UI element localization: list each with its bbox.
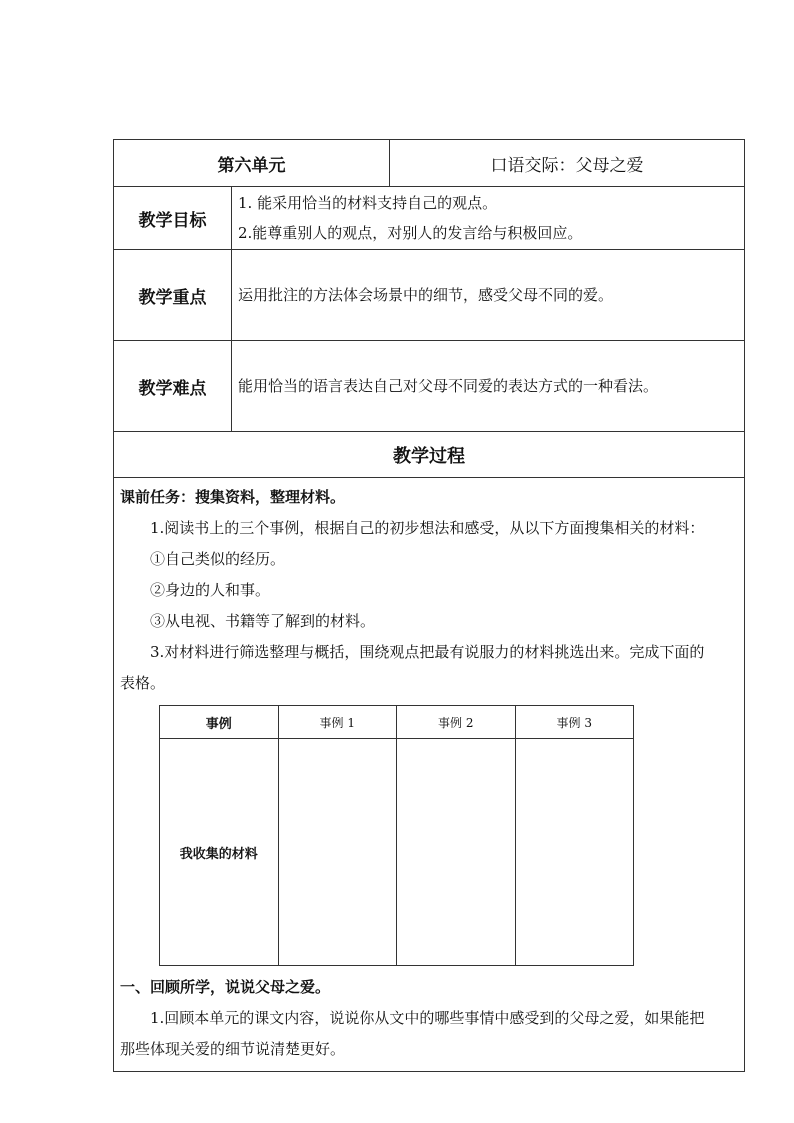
- process-title-row: [114, 432, 745, 478]
- unit-title: 第六单元: [114, 140, 390, 187]
- objectives-label: 教学目标: [114, 187, 232, 250]
- materials-row-label: 我收集的材料: [160, 739, 279, 966]
- process-item-3-line-1: 3.对材料进行筛选整理与概括，围绕观点把最有说服力的材料挑选出来。完成下面的: [150, 643, 705, 661]
- process-item-1: 1.阅读书上的三个事例，根据自己的初步想法和感受，从以下方面搜集相关的材料：: [150, 519, 705, 537]
- pre-task-heading: 课前任务：搜集资料，整理材料。: [120, 488, 346, 506]
- process-item-media: ③从电视、书籍等了解到的材料。: [150, 612, 376, 630]
- lesson-plan-sheet: [113, 139, 744, 1072]
- process-item-people: ②身边的人和事。: [150, 581, 271, 599]
- materials-header-example-1: 事例 1: [278, 706, 397, 739]
- process-content: [114, 478, 745, 1072]
- objectives-row: [114, 187, 745, 250]
- difficulties-label: 教学难点: [114, 341, 232, 432]
- objective-line-2: 2.能尊重别人的观点，对别人的发言给与积极回应。: [238, 224, 583, 242]
- materials-body-row: [160, 739, 634, 966]
- process-item-experience: ①自己类似的经历。: [150, 550, 286, 568]
- difficulties-row: [114, 341, 745, 432]
- materials-header-example: 事例: [160, 706, 279, 739]
- materials-header-example-3: 事例 3: [515, 706, 634, 739]
- section-1-line-2: 那些体现关爱的细节说清楚更好。: [120, 1040, 346, 1058]
- materials-table: [159, 705, 634, 966]
- key-points-content: 运用批注的方法体会场景中的细节，感受父母不同的爱。: [232, 250, 745, 341]
- materials-cell-1: [278, 739, 397, 966]
- header-row: [114, 140, 745, 187]
- materials-header-row: [160, 706, 634, 739]
- difficulties-content: 能用恰当的语言表达自己对父母不同爱的表达方式的一种看法。: [232, 341, 745, 432]
- topic-title: 口语交际：父母之爱: [390, 140, 745, 187]
- materials-header-example-2: 事例 2: [397, 706, 516, 739]
- key-points-label: 教学重点: [114, 250, 232, 341]
- materials-cell-2: [397, 739, 516, 966]
- process-title: 教学过程: [114, 432, 745, 478]
- process-item-3-line-2: 表格。: [120, 674, 166, 692]
- objective-line-1: 1. 能采用恰当的材料支持自己的观点。: [238, 194, 498, 212]
- materials-cell-3: [515, 739, 634, 966]
- process-row: [114, 478, 745, 1072]
- lesson-plan-table: [113, 139, 745, 1072]
- section-1-line-1: 1.回顾本单元的课文内容，说说你从文中的哪些事情中感受到的父母之爱，如果能把: [150, 1009, 705, 1027]
- key-points-row: [114, 250, 745, 341]
- section-1-heading: 一、回顾所学，说说父母之爱。: [120, 978, 331, 996]
- objectives-content: [232, 187, 745, 250]
